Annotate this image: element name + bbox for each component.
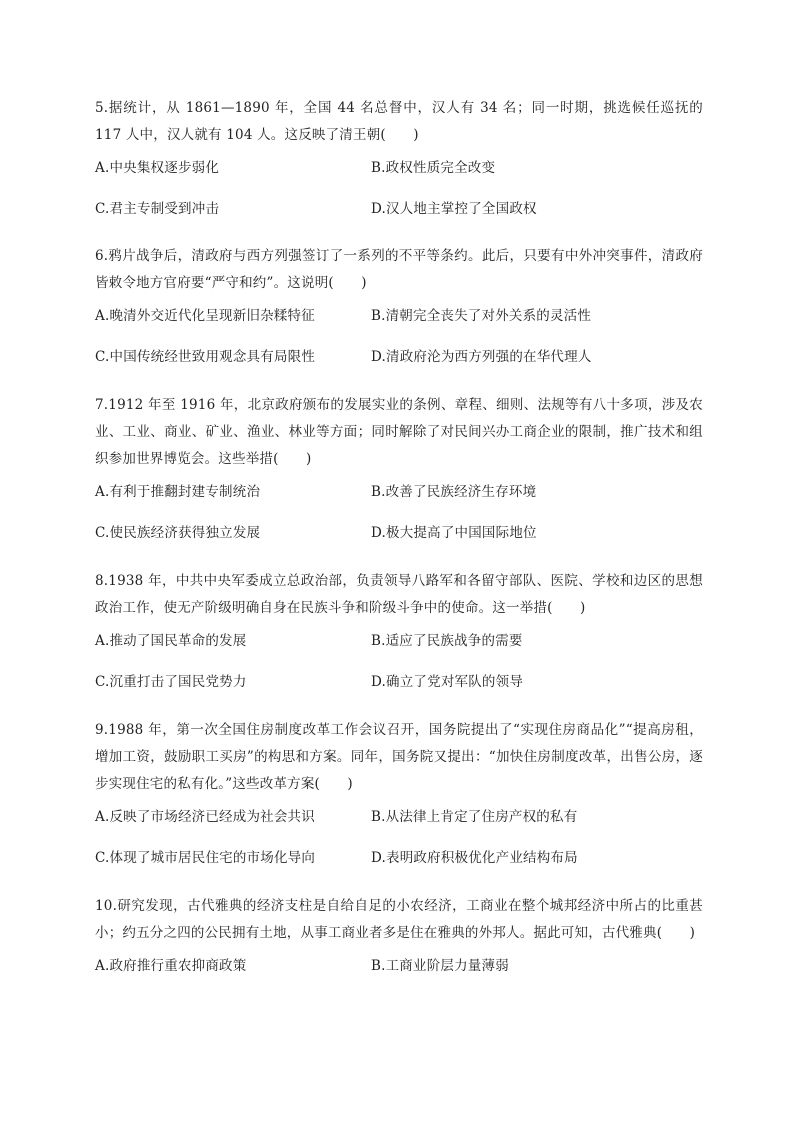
option-a[interactable]: A.晚清外交近代化呈现新旧杂糅特征 (95, 308, 315, 324)
option-b[interactable]: B.改善了民族经济生存环境 (371, 484, 537, 500)
option-a[interactable]: A.有利于推翻封建专制统治 (95, 484, 261, 500)
question-6 (95, 243, 703, 386)
option-a[interactable]: A.推动了国民革命的发展 (95, 633, 247, 649)
option-c[interactable]: C.中国传统经世致用观念具有局限性 (95, 349, 316, 365)
option-b[interactable]: B.清朝完全丧失了对外关系的灵活性 (371, 308, 592, 324)
option-b[interactable]: B.适应了民族战争的需要 (371, 633, 523, 649)
option-grid (95, 956, 703, 986)
question-stem: 8.1938 年，中共中央军委成立总政治部，负责领导八路军和各留守部队、医院、学校和边区的思想政治工作，使无产阶级明确自身在民族斗争和阶级斗争中的使命。这一举措( ) (95, 573, 703, 616)
option-c[interactable]: C.使民族经济获得独立发展 (95, 525, 261, 541)
question-stem: 9.1988 年，第一次全国住房制度改革工作会议召开，国务院提出了“实现住房商品化”“提高房租，增加工资，鼓励职工买房”的构思和方案。同年，国务院又提出：“加快住房制度改革，出售公房，逐步实现住宅的私有化。”这些改革方案( ) (95, 722, 703, 792)
question-10 (95, 893, 703, 986)
question-9 (95, 717, 703, 887)
option-c[interactable]: C.沉重打击了国民党势力 (95, 674, 247, 690)
question-stem: 5.据统计，从 1861—1890 年，全国 44 名总督中，汉人有 34 名；同一时期，挑选候任巡抚的 117 人中，汉人就有 104 人。这反映了清王朝( ) (95, 100, 703, 143)
option-c[interactable]: C.体现了城市居民住宅的市场化导向 (95, 850, 316, 866)
option-b[interactable]: B.从法律上肯定了住房产权的私有 (371, 809, 578, 825)
question-stem: 7.1912 年至 1916 年，北京政府颁布的发展实业的条例、章程、细则、法规等有八十多项，涉及农业、工业、商业、矿业、渔业、林业等方面；同时解除了对民间兴办工商企业的限制，推广技术和组织参加世界博览会。这些举措( ) (95, 397, 703, 467)
question-stem: 10.研究发现，古代雅典的经济支柱是自给自足的小农经济，工商业在整个城邦经济中所占的比重甚小；约五分之四的公民拥有土地，从事工商业者多是住在雅典的外邦人。据此可知，古代雅典( ) (95, 898, 703, 941)
option-d[interactable]: D.清政府沦为西方列强的在华代理人 (371, 349, 592, 365)
option-d[interactable]: D.汉人地主掌控了全国政权 (371, 201, 537, 217)
question-7 (95, 392, 703, 562)
option-a[interactable]: A.中央集权逐步弱化 (95, 160, 220, 176)
option-c[interactable]: C.君主专制受到冲击 (95, 201, 220, 217)
option-grid (95, 482, 703, 562)
question-stem: 6.鸦片战争后，清政府与西方列强签订了一系列的不平等条约。此后，只要有中外冲突事件，清政府皆敕令地方官府要“严守和约”。这说明( ) (95, 248, 703, 291)
option-d[interactable]: D.确立了党对军队的领导 (371, 674, 524, 690)
option-d[interactable]: D.表明政府积极优化产业结构布局 (371, 850, 578, 866)
option-a[interactable]: A.政府推行重农抑商政策 (95, 958, 247, 974)
question-5 (95, 95, 703, 238)
option-b[interactable]: B.工商业阶层力量薄弱 (371, 958, 509, 974)
option-grid (95, 631, 703, 711)
option-d[interactable]: D.极大提高了中国国际地位 (371, 525, 537, 541)
option-grid (95, 807, 703, 887)
option-a[interactable]: A.反映了市场经济已经成为社会共识 (95, 809, 315, 825)
option-grid (95, 158, 703, 238)
question-8 (95, 568, 703, 711)
option-b[interactable]: B.政权性质完全改变 (371, 160, 496, 176)
option-grid (95, 306, 703, 386)
